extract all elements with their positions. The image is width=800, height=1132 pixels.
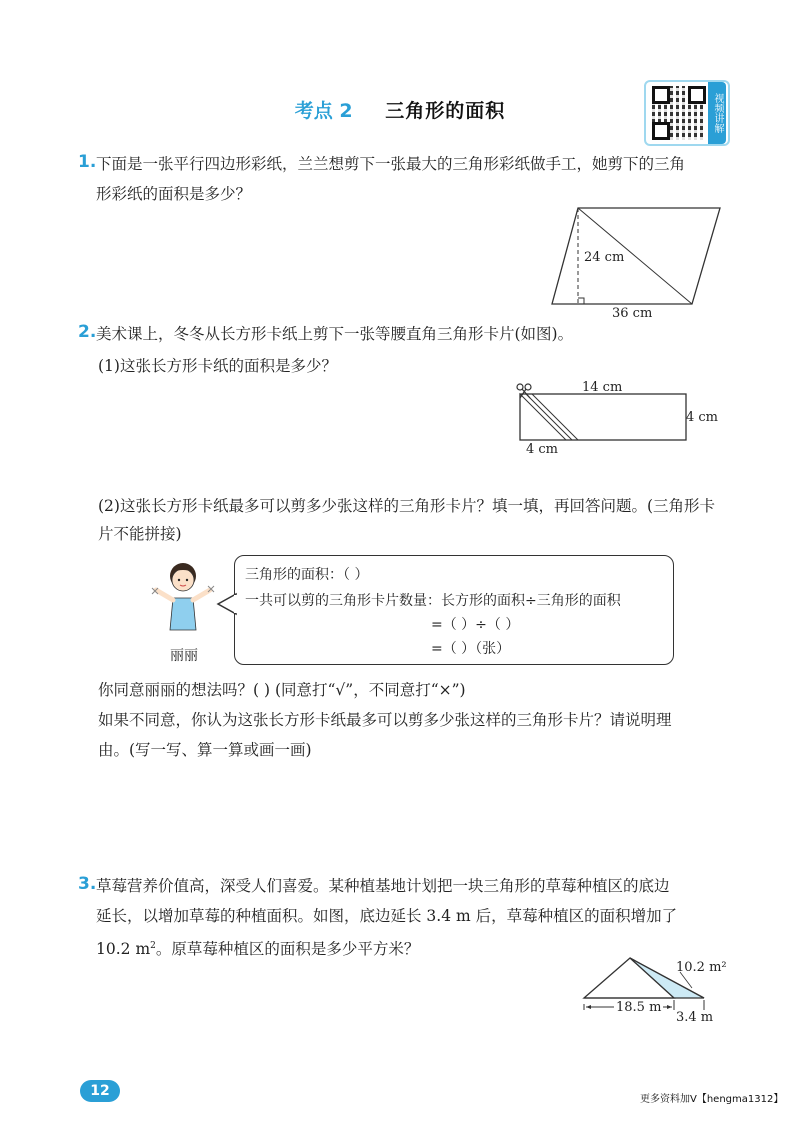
q3-number: 3. bbox=[78, 874, 97, 894]
bubble-line4: =（ ）（张） bbox=[431, 641, 511, 657]
q2-length-label: 14 cm bbox=[582, 380, 623, 395]
q2-width-label: 4 cm bbox=[686, 410, 719, 425]
bubble-line3: =（ ）÷（ ） bbox=[431, 617, 520, 633]
q1-base-label: 36 cm bbox=[612, 306, 653, 321]
q2-number: 2. bbox=[78, 322, 97, 342]
cut-line bbox=[526, 394, 572, 440]
girl-illustration bbox=[148, 558, 218, 642]
face bbox=[172, 569, 194, 591]
q3-text-line3: 10.2 $m^2$。原草莓种植区的面积是多少平方米？ bbox=[96, 940, 420, 959]
section-title: 三角形的面积 bbox=[385, 100, 506, 122]
parallelogram-shape bbox=[552, 208, 720, 304]
scissors-icon bbox=[517, 384, 531, 398]
video-explain-label: 视频讲解 bbox=[708, 82, 726, 144]
q1-text-line2: 形彩纸的面积是多少？ bbox=[96, 185, 252, 203]
speech-bubble bbox=[234, 555, 674, 665]
bubble-line1: 三角形的面积：（ ） bbox=[245, 567, 369, 583]
shirt bbox=[170, 598, 196, 630]
qr-code-box[interactable] bbox=[644, 80, 730, 146]
girl-name: 丽丽 bbox=[170, 648, 198, 664]
q2-ask-line1: 如果不同意，你认为这张长方形卡纸最多可以剪多少张这样的三角形卡片？请说明理 bbox=[98, 711, 672, 729]
q2-sub1: (1)这张长方形卡纸的面积是多少？ bbox=[98, 357, 337, 375]
q2-sub2-line2: 片不能拼接) bbox=[98, 525, 182, 543]
q2-text-line1: 美术课上，冬冬从长方形卡纸上剪下一张等腰直角三角形卡片(如图)。 bbox=[96, 325, 574, 343]
q2-agree-line: 你同意丽丽的想法吗？( ) (同意打“√”，不同意打“×”) bbox=[98, 681, 466, 699]
page-number: 12 bbox=[80, 1080, 120, 1102]
section-tag: 考点 2 bbox=[294, 100, 353, 122]
q3-base-label: 18.5 m bbox=[616, 1000, 662, 1015]
qr-finder-icon bbox=[688, 86, 706, 104]
q2-triangle-label: 4 cm bbox=[526, 442, 559, 457]
bubble-tail bbox=[216, 592, 238, 618]
q1-text-line1: 下面是一张平行四边形彩纸，兰兰想剪下一张最大的三角形彩纸做手工，她剪下的三角 bbox=[96, 155, 686, 173]
right-angle-mark bbox=[578, 298, 584, 304]
q3-area-label: 10.2 m² bbox=[676, 960, 727, 975]
q2-sub2-line1: (2)这张长方形卡纸最多可以剪多少张这样的三角形卡片？填一填，再回答问题。(三角形卡 bbox=[98, 497, 716, 515]
q3-text-line1: 草莓营养价值高，深受人们喜爱。某种植基地计划把一块三角形的草莓种植区的底边 bbox=[96, 877, 670, 895]
q2-ask-line2: 由。(写一写、算一算或画一画) bbox=[98, 741, 312, 759]
qr-finder-icon bbox=[652, 86, 670, 104]
qr-finder-icon bbox=[652, 122, 670, 140]
q1-number: 1. bbox=[78, 152, 97, 172]
q1-height-label: 24 cm bbox=[584, 250, 625, 265]
bubble-line2: 一共可以剪的三角形卡片数量：长方形的面积÷三角形的面积 bbox=[245, 593, 621, 609]
q3-text-line2: 延长，以增加草莓的种植面积。如图，底边延长 3.4 m 后，草莓种植区的面积增加了 bbox=[96, 907, 678, 925]
q3-extension-label: 3.4 m bbox=[676, 1010, 714, 1025]
footer-note: 更多资料加V【hengma1312】 bbox=[640, 1094, 784, 1105]
rectangle-card bbox=[520, 394, 686, 440]
